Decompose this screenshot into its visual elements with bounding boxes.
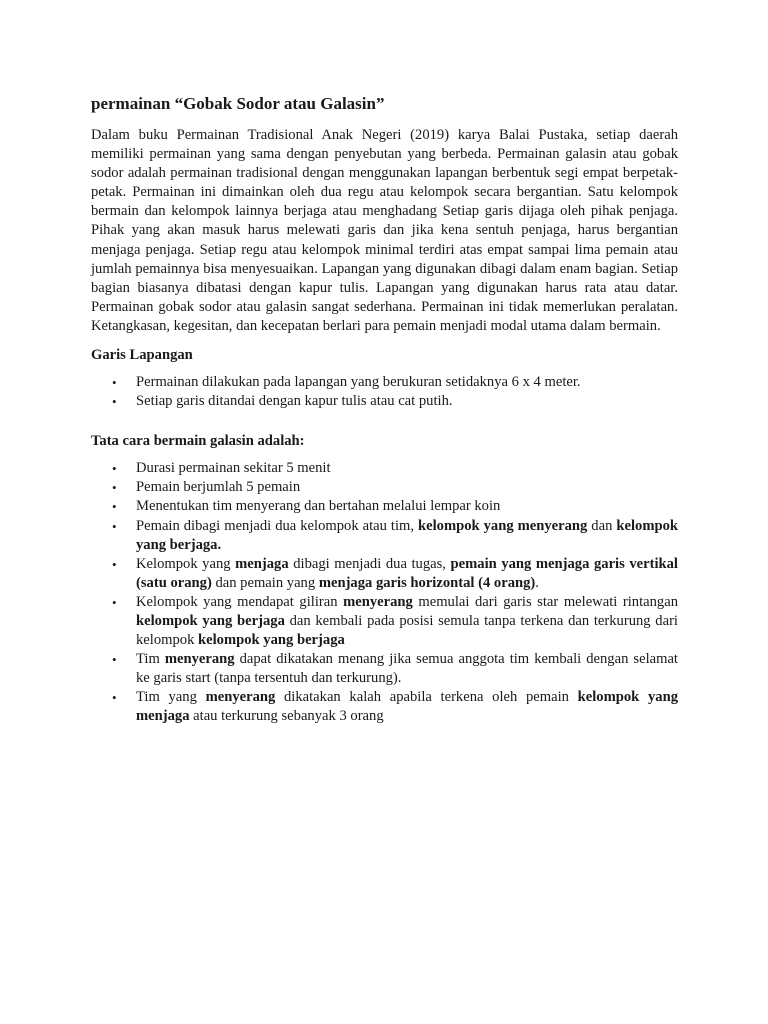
bold-text: menyerang xyxy=(343,593,413,610)
text-run: Pemain dibagi menjadi dua kelompok atau tim, xyxy=(136,517,418,534)
tata-cara-heading: Tata cara bermain galasin adalah: xyxy=(91,433,305,450)
list-item-text: Permainan dilakukan pada lapangan yang berukuran setidaknya 6 x 4 meter. xyxy=(136,374,581,391)
text-run: Kelompok yang mendapat giliran xyxy=(136,593,344,610)
text-run: dan pemain yang xyxy=(211,574,319,591)
bullet-icon: • xyxy=(112,556,117,572)
document-title: permainan “Gobak Sodor atau Galasin” xyxy=(91,94,385,113)
list-item xyxy=(91,497,678,516)
text-run: dan kembali pada posisi semula tanpa terkena dan terkurung dari kelompok xyxy=(136,612,678,649)
bullet-icon: • xyxy=(112,394,117,410)
bullet-icon: • xyxy=(112,480,117,496)
list-item xyxy=(91,373,678,392)
bold-text: kelompok yang menyerang xyxy=(418,517,588,534)
bold-text: menyerang xyxy=(164,651,235,668)
text-run: . xyxy=(535,574,539,591)
list-item xyxy=(91,555,678,593)
list-item-text: Setiap garis ditandai dengan kapur tulis atau cat putih. xyxy=(136,393,453,410)
text-run: Tim xyxy=(136,651,165,668)
list-item xyxy=(91,517,678,555)
list-item xyxy=(91,459,678,478)
text-run: Pemain berjumlah 5 pemain xyxy=(136,479,301,496)
list-item xyxy=(91,650,678,688)
tata-cara-list xyxy=(91,459,678,726)
bold-text: kelompok yang berjaga xyxy=(136,612,285,629)
text-run: dan xyxy=(587,517,617,534)
bullet-icon: • xyxy=(112,375,117,391)
document-body xyxy=(91,92,678,727)
bold-text: menjaga xyxy=(235,555,289,572)
text-run: Menentukan tim menyerang dan bertahan melalui lempar koin xyxy=(136,498,501,515)
bold-text: menyerang xyxy=(205,689,276,706)
text-run: dapat dikatakan menang jika semua anggota tim kembali dengan selamat ke garis start (tanpa tersentuh dan terkurung). xyxy=(136,651,678,687)
text-run: Tim yang xyxy=(136,689,206,706)
text-run: Durasi permainan sekitar 5 menit xyxy=(136,460,331,477)
bold-text: pemain yang menjaga garis vertikal (satu orang) xyxy=(136,555,678,591)
bullet-icon: • xyxy=(112,518,117,534)
garis-lapangan-heading: Garis Lapangan xyxy=(91,347,193,364)
text-run: Kelompok yang xyxy=(136,555,236,572)
text-run: dibagi menjadi dua tugas, xyxy=(288,555,451,572)
list-item xyxy=(91,593,678,650)
intro-paragraph: Dalam buku Permainan Tradisional Anak Negeri (2019) karya Balai Pustaka, setiap daerah memiliki permainan yang sama dengan penyebutan yang berbeda. Permainan galasin atau gobak sodor adalah permainan tradisional dengan menggunakan lapangan berbentuk segi empat berpetak-petak. Permainan ini dimainkan oleh dua regu atau kelompok secara bergantian. Satu kelompok bermain dan kelompok lainnya berjaga atau menghadang Setiap garis dijaga oleh pihak penjaga. Pihak yang akan masuk harus melewati garis dan jika kena sentuh penjaga, harus bergantian menjaga penjaga. Setiap regu atau kelompok minimal terdiri atas empat sampai lima pemain atau jumlah pemainnya bisa menyesuaikan. Lapangan yang digunakan dibagi dalam enam bagian. Setiap bagian biasanya dibatasi dengan kapur tulis. Lapangan yang digunakan harus rata atau datar. Permainan gobak sodor atau galasin sangat sederhana. Permainan ini tidak memerlukan peralatan. Ketangkasan, kegesitan, dan kecepatan berlari para pemain menjadi modal utama dalam bermain. xyxy=(91,127,678,334)
list-item xyxy=(91,478,678,497)
text-run: memulai dari garis star melewati rintangan xyxy=(412,593,678,610)
section-spacer xyxy=(91,411,678,432)
bullet-icon: • xyxy=(112,652,117,668)
bold-text: kelompok yang berjaga. xyxy=(136,517,679,553)
bullet-icon: • xyxy=(112,461,117,477)
bullet-icon: • xyxy=(112,690,117,706)
bold-text: kelompok yang menjaga xyxy=(136,689,678,725)
bold-text: kelompok yang berjaga xyxy=(198,632,345,649)
garis-lapangan-list xyxy=(91,373,678,411)
text-run: dikatakan kalah apabila terkena oleh pemain xyxy=(275,689,578,706)
bullet-icon: • xyxy=(112,594,117,610)
list-item xyxy=(91,688,678,726)
bullet-icon: • xyxy=(112,499,117,515)
list-item xyxy=(91,392,678,411)
text-run: atau terkurung sebanyak 3 orang xyxy=(189,708,384,725)
bold-text: menjaga garis horizontal (4 orang) xyxy=(318,574,536,591)
